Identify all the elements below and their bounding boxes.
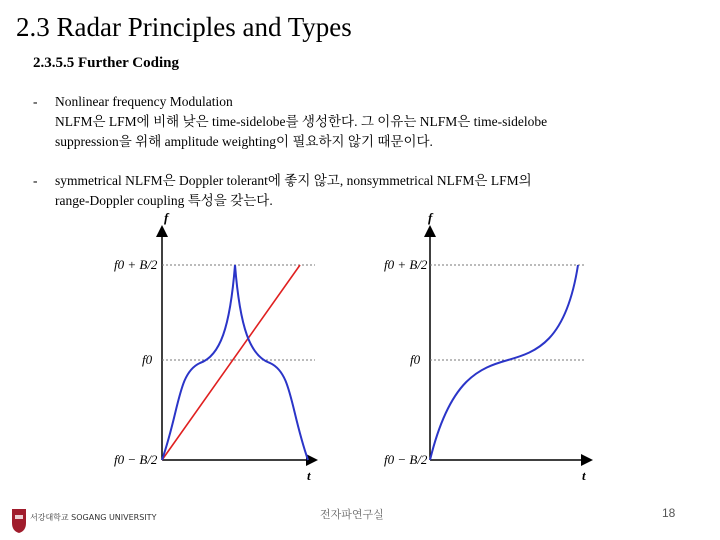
university-logo xyxy=(10,505,157,535)
bullet-body xyxy=(55,171,695,211)
symmetrical-nlfm-curve xyxy=(162,265,308,460)
bullet-line: Nonlinear frequency Modulation xyxy=(55,94,233,109)
right-x-label: t xyxy=(582,468,586,483)
slide-title: 2.3 Radar Principles and Types xyxy=(16,12,352,42)
bullet-line: range-Doppler coupling 특성을 갖는다. xyxy=(55,193,273,208)
left-tick-mid: f0 xyxy=(142,352,153,367)
right-tick-bottom: f0 − B/2 xyxy=(384,452,428,467)
nonsymmetrical-nlfm-plot xyxy=(384,210,590,483)
nlfm-figure xyxy=(100,208,640,498)
bullet-dash: - xyxy=(33,173,38,188)
nlfm-diagram xyxy=(100,208,640,498)
bullet-dash: - xyxy=(33,94,38,109)
logo-text: 서강대학교 SOGANG UNIVERSITY xyxy=(30,513,157,522)
right-y-label: f xyxy=(428,210,433,225)
section-title: 2.3.5.5 Further Coding xyxy=(33,55,179,71)
left-y-label: f xyxy=(164,210,169,225)
bullet-line: symmetrical NLFM은 Doppler tolerant에 좋지 않고, nonsymmetrical NLFM은 LFM의 xyxy=(55,173,532,188)
bullet-body xyxy=(55,92,695,152)
bullet-line: NLFM은 LFM에 비해 낮은 time-sidelobe를 생성한다. 그 이유는 NLFM은 time-sidelobe xyxy=(55,114,548,129)
university-emblem-icon xyxy=(10,505,157,535)
left-tick-top: f0 + B/2 xyxy=(114,257,158,272)
right-tick-top: f0 + B/2 xyxy=(384,257,428,272)
page-number: 18 xyxy=(662,506,676,520)
left-x-label: t xyxy=(307,468,311,483)
nonsymmetrical-nlfm-curve xyxy=(430,265,578,460)
right-tick-mid: f0 xyxy=(410,352,421,367)
left-tick-bottom: f0 − B/2 xyxy=(114,452,158,467)
lab-name: 전자파연구실 xyxy=(320,509,384,521)
bullet-line: suppression을 위해 amplitude weighting이 필요하지 않기 때문이다. xyxy=(55,134,433,149)
symmetrical-nlfm-plot xyxy=(114,210,315,483)
